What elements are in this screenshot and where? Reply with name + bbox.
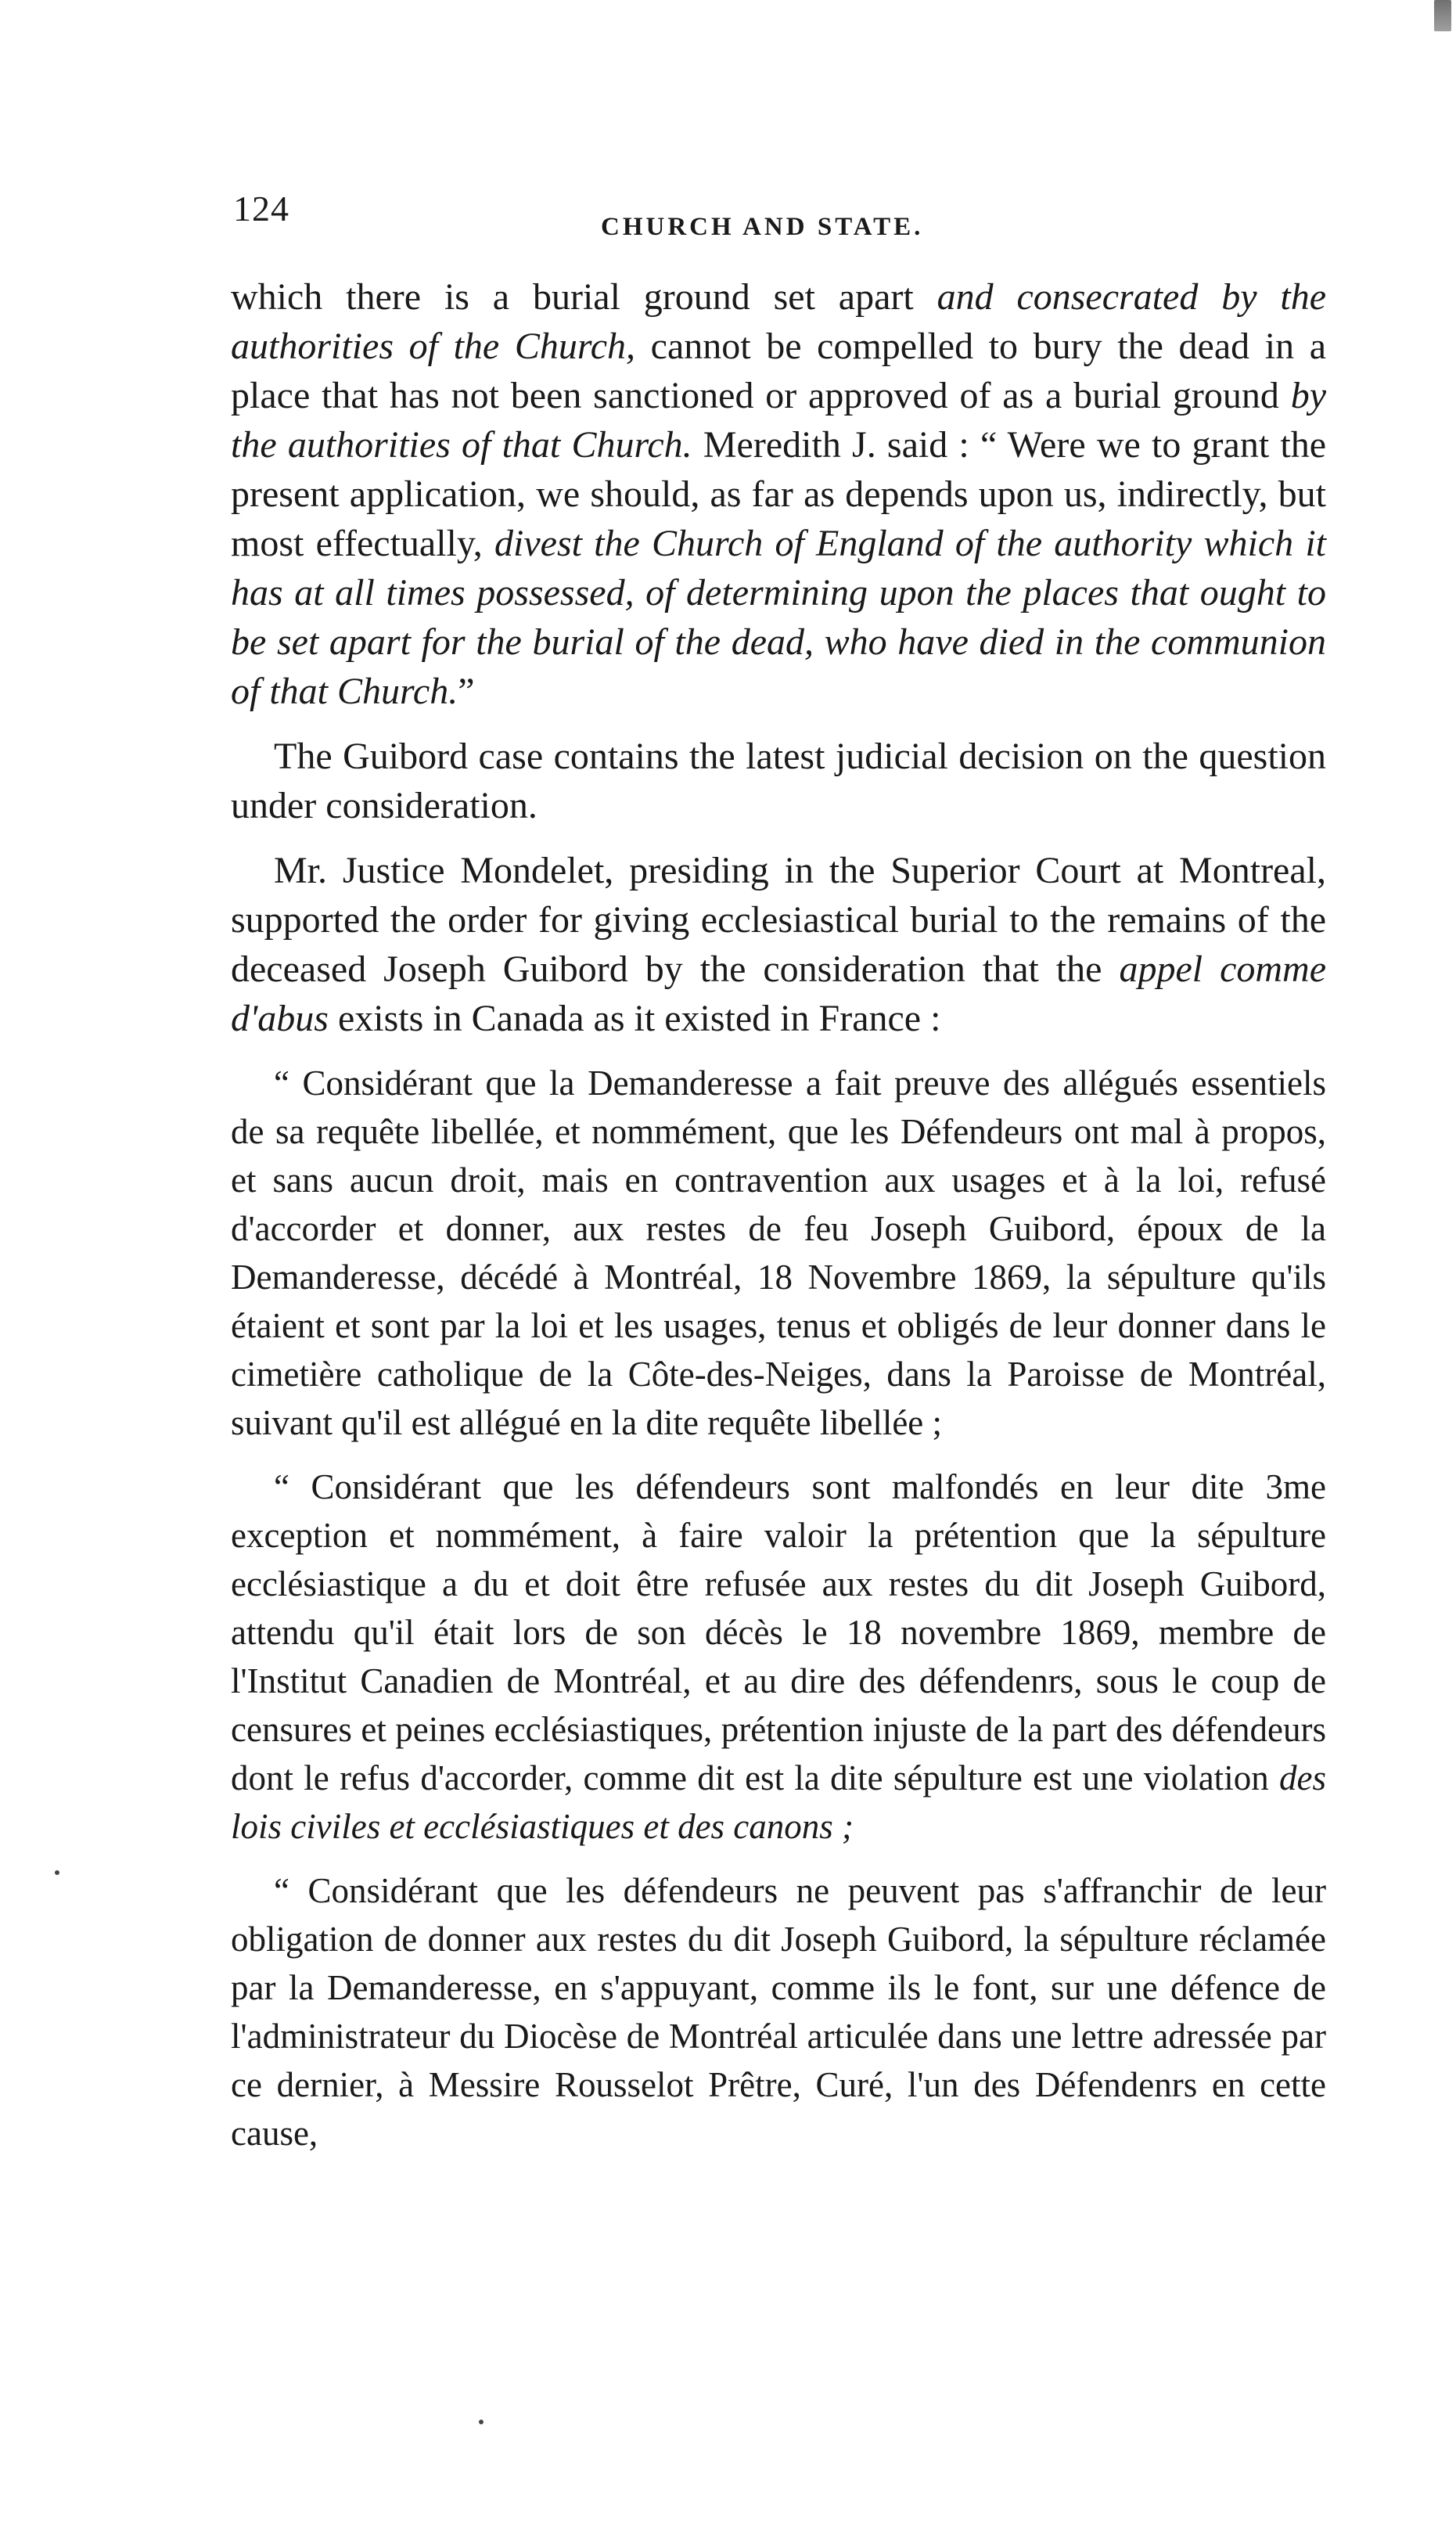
paragraph-guibord-case: The Guibord case contains the latest judicial decision on the question under consideration. (231, 736, 1326, 826)
italic-run: by the authorities of that Church. (231, 375, 1326, 466)
page-number: 124 (233, 189, 289, 229)
text-run: which there is a burial ground set apart (231, 276, 937, 318)
italic-run: des lois civiles et ecclésiastiques et des canons ; (231, 1758, 1326, 1846)
paragraph-justice-mondelet (231, 846, 1326, 1043)
body-text (231, 272, 1326, 2173)
ink-speck (479, 2420, 484, 2424)
text-run: cannot be compelled to bury the dead in a place that has not been sanctioned or approved of as a burial ground (231, 326, 1326, 416)
text-run: ” (458, 671, 475, 712)
running-head: CHURCH AND STATE. (601, 213, 924, 241)
page-header (233, 188, 1328, 243)
quote-considerant-3: “ Considérant que les défendeurs ne peuvent pas s'affranchir de leur obligation de donner aux restes du dit Joseph Guibord, la sépulture réclamée par la Demanderesse, en s'appuyant, comme ils le font, sur une défence de l'administrateur du Diocèse de Montréal articulée dans une lettre adressée par ce dernier, à Messire Rousselot Prêtre, Curé, l'un des Défendenrs en cette cause, (231, 1871, 1326, 2153)
text-run: “ Considérant que les défendeurs sont malfondés en leur dite 3me exception et nommément, à faire valoir la prétention que la sépulture ecclésiastique a du et doit être refusée aux restes du dit Joseph Guibord, attendu qu'il était lors de son décès le 18 novembre 1869, membre de l'Institut Canadien de Montréal, et au dire des défendenrs, sous le coup de censures et peines ecclésiastiques, prétention injuste de la part des défendeurs dont le refus d'accorder, comme dit est la dite sépulture est une violation (231, 1467, 1326, 1797)
text-run: Mr. Justice Mondelet, presiding in the Superior Court at Montreal, supported the order for giving ecclesiastical burial to the remains of the deceased Joseph Guibord by the consideration that the (231, 850, 1326, 990)
paragraph-burial-ground (231, 272, 1326, 716)
italic-run: and consecrated by the authorities of the Church, (231, 276, 1327, 367)
ink-speck (55, 1870, 59, 1875)
quote-considerant-1: “ Considérant que la Demanderesse a fait preuve des allégués essentiels de sa requête libellée, et nommément, que les Défendeurs ont mal à propos, et sans aucun droit, mais en contravention aux usages et à la loi, refusé d'accorder et donner, aux restes de feu Joseph Guibord, époux de la Demanderesse, décédé à Montréal, 18 Novembre 1869, la sépulture qu'ils étaient et sont par la loi et les usages, tenus et obligés de leur donner dans le cimetière catholique de la Côte-des-Neiges, dans la Paroisse de Montréal, suivant qu'il est allégué en la dite requête libellée ; (231, 1063, 1326, 1442)
italic-run: divest the Church of England of the authority which it has at all times possessed, of determining upon the places that ought to be set apart for the burial of the dead, who have died in the communion of that Church. (231, 523, 1327, 712)
italic-run: appel comme d'abus (231, 948, 1326, 1039)
quote-considerant-2 (231, 1463, 1326, 1851)
text-run: Meredith J. said : “ Were we to grant the present application, we should, as far as depends upon us, indirectly, but most effectually, (231, 424, 1327, 564)
page-edge-mark (1434, 0, 1451, 31)
text-run: exists in Canada as it existed in France : (328, 998, 941, 1039)
